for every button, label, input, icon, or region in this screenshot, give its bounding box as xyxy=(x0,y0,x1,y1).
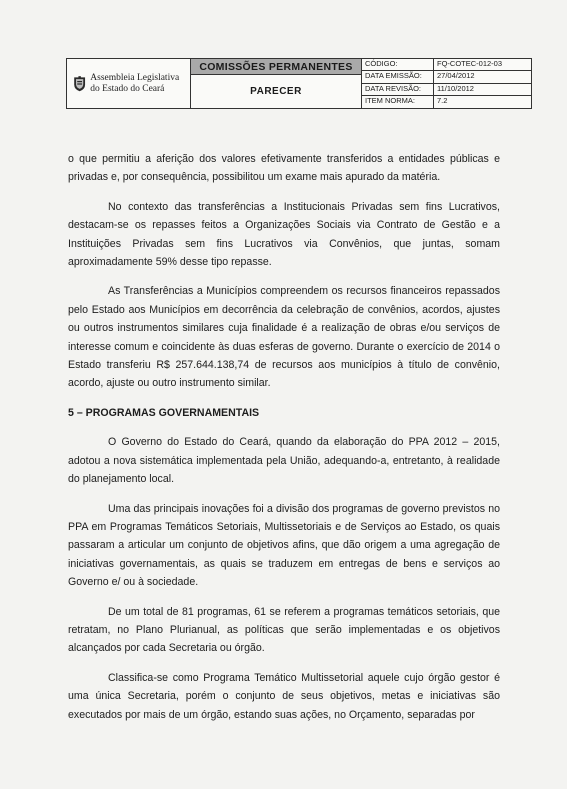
norm-item-value: 7.2 xyxy=(437,95,448,105)
paragraph: O Governo do Estado do Ceará, quando da elaboração do PPA 2012 – 2015, adotou a nova sistemática implementada pela União, adequando-a, entretanto, à realidade do planejamento local. xyxy=(68,436,500,486)
paragraph: De um total de 81 programas, 61 se referem a programas temáticos setoriais, que retratam, no Plano Plurianual, as políticas que serão implementadas e os objetivos alcançados por cada Secretaria ou órgão. xyxy=(68,605,500,655)
document-type: PARECER xyxy=(250,86,302,97)
revision-date-label: DATA REVISÃO: xyxy=(362,84,434,96)
institution-name: Assembleia Legislativa do Estado do Ceará xyxy=(90,72,180,94)
issue-date-label: DATA EMISSÃO: xyxy=(362,71,434,83)
paragraph: o que permitiu a aferição dos valores efetivamente transferidos a entidades públicas e privadas e, por consequência, possibilitou um exame mais apurado da matéria. xyxy=(68,153,500,184)
header-title-block xyxy=(191,59,362,108)
code-value: FQ-COTEC-012-03 xyxy=(434,59,531,71)
institution-logo-block xyxy=(67,59,191,108)
section-heading: 5 – PROGRAMAS GOVERNAMENTAIS xyxy=(68,406,260,419)
code-label: CÓDIGO: xyxy=(362,59,434,71)
paragraph: Classifica-se como Programa Temático Multissetorial aquele cujo órgão gestor é uma única Secretaria, porém o conjunto de seus objetivos, metas e iniciativas são executados por mais de um órgão, estando suas ações, no Orçamento, separadas por xyxy=(68,671,500,721)
document-metadata-table xyxy=(362,59,531,108)
state-seal-icon xyxy=(73,71,86,97)
paragraph: Uma das principais inovações foi a divisão dos programas de governo previstos no PPA em Programas Temáticos Setoriais, Multissetoriais e de Serviços ao Estado, os quais passaram a articular um conjunto de objetivos afins, que dão origem a uma agregação de iniciativas governamentais, as quais se traduzem em entregas de bens e serviços ao Governo e/ ou à sociedade. xyxy=(68,502,500,589)
paragraph: As Transferências a Municípios compreendem os recursos financeiros repassados pelo Estado aos Municípios em decorrência da celebração de convênios, acordos, ajustes ou outros instrumentos similares cuja finalidade é a realização de obras e/ou serviços de interesse comum e coincidente às duas esferas de governo. Durante o exercício de 2014 o Estado transferiu R$ 257.644.138,74 de recursos aos municípios à título de convênio, acordo, ajuste ou outro instrumento similar. xyxy=(68,285,500,390)
revision-date-value: 11/10/2012 xyxy=(434,84,531,96)
document-body xyxy=(68,150,500,735)
paragraph: No contexto das transferências a Institucionais Privadas sem fins Lucrativos, destacam-se os repasses feitos a Organizações Sociais via Contrato de Gestão e a Instituições Privadas sem fins Lucrativos via Convênios, que juntas, somam aproximadamente 59% desse tipo repasse. xyxy=(68,200,500,269)
norm-item-label: ITEM NORMA: xyxy=(362,96,434,108)
document-header xyxy=(66,58,532,109)
committee-title: COMISSÕES PERMANENTES xyxy=(191,59,361,75)
issue-date-value: 27/04/2012 xyxy=(434,71,531,83)
